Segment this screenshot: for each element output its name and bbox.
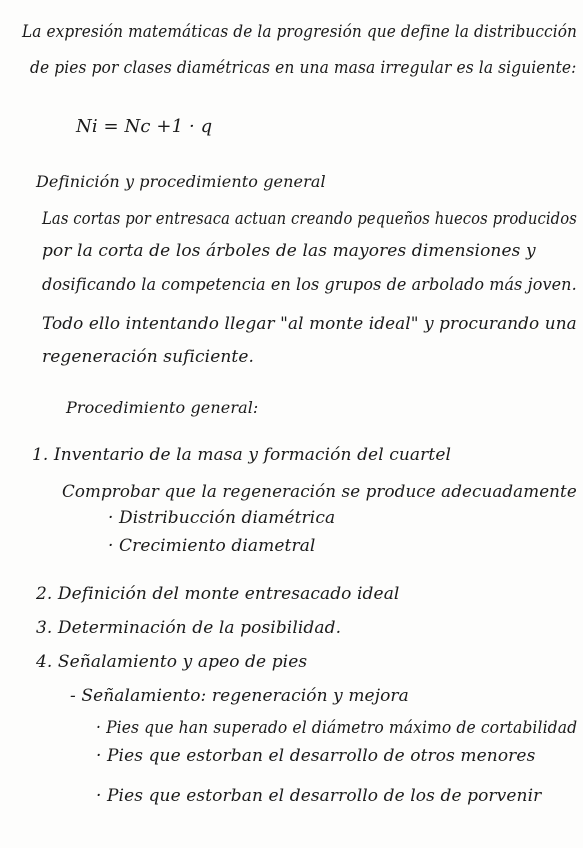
step-3: 3. Determinación de la posibilidad. [36, 618, 342, 638]
intro-line-1: La expresión matemáticas de la progresión que define la distribucción [22, 22, 578, 42]
section-title: Definición y procedimiento general [36, 172, 326, 191]
paragraph-line-1: Las cortas por entresaca actuan creando pequeños huecos producidos [42, 209, 577, 229]
intro-line-2: de pies por clases diamétricas en una masa irregular es la siguiente: [30, 58, 577, 78]
paragraph-line-4: Todo ello intentando llegar "al monte ideal" y procurando una [42, 314, 577, 334]
paragraph-line-5: regeneración suficiente. [42, 347, 255, 367]
step-4-detail: - Señalamiento: regeneración y mejora [70, 686, 409, 706]
step-1-bullet-1: · Distribucción diamétrica [108, 508, 336, 528]
step-4-bullet-1: · Pies que han superado el diámetro máximo de cortabilidad [96, 718, 578, 738]
step-1: 1. Inventario de la masa y formación del cuartel [32, 445, 452, 465]
step-1-bullet-2: · Crecimiento diametral [108, 536, 316, 556]
step-1-detail: Comprobar que la regeneración se produce adecuadamente [62, 482, 577, 502]
step-4: 4. Señalamiento y apeo de pies [36, 652, 308, 672]
step-2: 2. Definición del monte entresacado ideal [36, 584, 400, 604]
paragraph-line-2: por la corta de los árboles de las mayores dimensiones y [42, 241, 536, 261]
procedure-title: Procedimiento general: [66, 398, 259, 417]
progression-formula: Ni = Nc +1 · q [76, 116, 213, 137]
step-4-bullet-3: · Pies que estorban el desarrollo de los de porvenir [96, 786, 542, 806]
paragraph-line-3: dosificando la competencia en los grupos de arbolado más joven. [42, 275, 577, 295]
step-4-bullet-2: · Pies que estorban el desarrollo de otros menores [96, 746, 536, 766]
